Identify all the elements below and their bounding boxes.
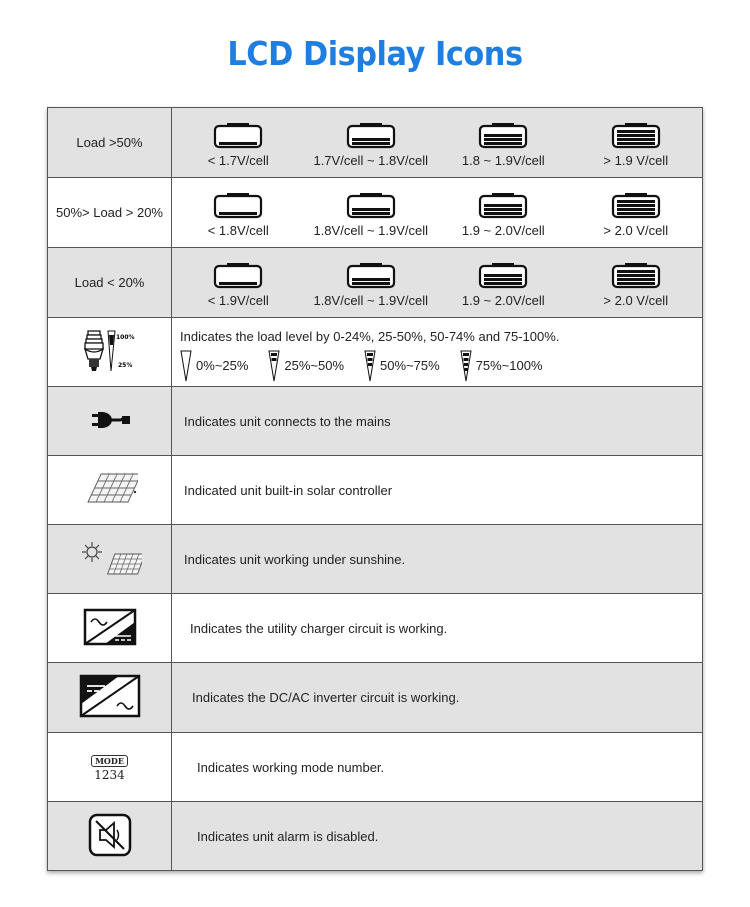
- battery-levels-cell: [172, 178, 703, 248]
- battery-icon: [478, 123, 528, 149]
- battery-bar: [219, 142, 257, 145]
- battery-level-3: [441, 123, 566, 168]
- battery-bar: [484, 138, 522, 141]
- load-level-list: [172, 344, 702, 382]
- battery-bar: [484, 282, 522, 285]
- load-level-label: 50%~75%: [380, 358, 440, 373]
- battery-level-1: [176, 123, 301, 168]
- battery-icon: [213, 123, 263, 149]
- battery-bar: [617, 208, 655, 211]
- row-label: 50%> Load > 20%: [48, 178, 172, 248]
- battery-icon: [478, 193, 528, 219]
- load-meter-icon: [460, 350, 472, 382]
- load-meter-icon: [364, 350, 376, 382]
- battery-voltage-label: 1.8 ~ 1.9V/cell: [461, 153, 545, 168]
- battery-voltage-label: < 1.7V/cell: [207, 153, 269, 168]
- battery-level-3: [441, 263, 566, 308]
- load-level-item: [180, 350, 248, 382]
- battery-bar: [219, 212, 257, 215]
- battery-bar: [484, 204, 522, 207]
- battery-icon: [346, 193, 396, 219]
- battery-icon: [213, 263, 263, 289]
- battery-icon: [346, 263, 396, 289]
- load-meter-icon: [268, 350, 280, 382]
- icon-row: [48, 525, 703, 594]
- dc-ac-inverter-icon: [79, 674, 141, 718]
- battery-level-2: [308, 193, 433, 238]
- load-level-label: 0%~25%: [196, 358, 249, 373]
- battery-level-3: [441, 193, 566, 238]
- battery-levels-cell: [172, 248, 703, 318]
- row-description: Indicates the DC/AC inverter circuit is working.: [192, 690, 460, 705]
- battery-voltage-label: > 2.0 V/cell: [603, 293, 669, 308]
- battery-voltage-label: < 1.9V/cell: [207, 293, 269, 308]
- battery-voltage-label: 1.7V/cell ~ 1.8V/cell: [313, 153, 429, 168]
- battery-voltage-label: > 2.0 V/cell: [603, 223, 669, 238]
- load-level-item: [268, 350, 344, 382]
- load-level-cell: [172, 318, 703, 387]
- battery-icon: [478, 263, 528, 289]
- battery-icon: [611, 123, 661, 149]
- mode-digits: 1234: [94, 768, 125, 782]
- battery-bar: [352, 212, 390, 215]
- battery-row-load-50-20: [48, 178, 703, 248]
- battery-level-4: [573, 263, 698, 308]
- alarm-muted-icon: [88, 813, 132, 857]
- load-level-label: 75%~100%: [475, 358, 543, 373]
- battery-levels-cell: [172, 108, 703, 178]
- row-label: Load >50%: [48, 108, 172, 178]
- mains-plug-icon: [88, 408, 132, 432]
- battery-bar: [617, 204, 655, 207]
- battery-voltage-label: 1.8V/cell ~ 1.9V/cell: [313, 293, 429, 308]
- battery-row-load-under-20: [48, 248, 703, 318]
- mode-number-icon: [91, 755, 128, 782]
- battery-icon: [611, 193, 661, 219]
- battery-bar: [617, 138, 655, 141]
- row-label: Load < 20%: [48, 248, 172, 318]
- battery-bar: [352, 138, 390, 141]
- load-level-item: [364, 350, 440, 382]
- icon-cell: [48, 318, 172, 387]
- row-description: Indicated unit built-in solar controller: [184, 482, 393, 498]
- battery-level-2: [308, 123, 433, 168]
- battery-bar: [617, 278, 655, 281]
- icon-row: [48, 663, 703, 733]
- battery-row-load-over-50: [48, 108, 703, 178]
- battery-voltage-label: 1.9 ~ 2.0V/cell: [461, 223, 545, 238]
- battery-bar: [484, 142, 522, 145]
- battery-voltage-label: < 1.8V/cell: [207, 223, 269, 238]
- lcd-icons-table: [47, 107, 703, 871]
- row-description: Indicates the utility charger circuit is working.: [190, 620, 448, 636]
- battery-bar: [617, 130, 655, 133]
- battery-bar: [484, 212, 522, 215]
- battery-level-4: [573, 123, 698, 168]
- battery-bar: [617, 282, 655, 285]
- battery-level-2: [308, 263, 433, 308]
- battery-bar: [617, 142, 655, 145]
- battery-bar: [617, 200, 655, 203]
- icon-row: [48, 387, 703, 456]
- icon-row: [48, 802, 703, 871]
- row-description: Indicates unit alarm is disabled.: [197, 828, 379, 844]
- battery-bar: [484, 278, 522, 281]
- load-level-label: 25%~50%: [284, 358, 345, 373]
- load-meter-icon: [180, 350, 192, 382]
- battery-bar: [617, 270, 655, 273]
- row-description: Indicates unit working under sunshine.: [184, 551, 406, 567]
- battery-bar: [484, 134, 522, 137]
- battery-icon: [611, 263, 661, 289]
- icon-row: [48, 594, 703, 663]
- battery-voltage-label: 1.9 ~ 2.0V/cell: [461, 293, 545, 308]
- ac-dc-charger-icon: [83, 608, 137, 646]
- page-title: LCD Display Icons: [227, 34, 523, 73]
- battery-voltage-label: 1.8V/cell ~ 1.9V/cell: [313, 223, 429, 238]
- battery-bar: [484, 208, 522, 211]
- icon-row: [48, 456, 703, 525]
- battery-icon: [346, 123, 396, 149]
- meter-bottom-label: 25%: [117, 361, 132, 369]
- load-level-row: [48, 318, 703, 387]
- sun-solar-panel-icon: [78, 540, 142, 576]
- battery-level-4: [573, 193, 698, 238]
- mode-label: MODE: [91, 755, 128, 767]
- battery-bar: [352, 278, 390, 281]
- battery-bar: [484, 274, 522, 277]
- load-level-item: [460, 350, 543, 382]
- battery-bar: [352, 208, 390, 211]
- row-description: Indicates working mode number.: [197, 759, 385, 775]
- battery-bar: [352, 142, 390, 145]
- battery-bar: [219, 282, 257, 285]
- icon-row: [48, 733, 703, 802]
- battery-level-1: [176, 193, 301, 238]
- row-description: Indicates unit connects to the mains: [184, 413, 391, 429]
- battery-voltage-label: > 1.9 V/cell: [603, 153, 669, 168]
- load-level-description: Indicates the load level by 0-24%, 25-50%, 50-74% and 75-100%.: [180, 328, 560, 344]
- battery-level-1: [176, 263, 301, 308]
- solar-panel-icon: [82, 472, 138, 506]
- battery-bar: [617, 134, 655, 137]
- battery-icon: [213, 193, 263, 219]
- battery-bar: [617, 274, 655, 277]
- meter-top-label: 100%: [115, 333, 135, 341]
- bulb-load-meter-icon: [78, 327, 142, 375]
- battery-bar: [617, 212, 655, 215]
- battery-bar: [352, 282, 390, 285]
